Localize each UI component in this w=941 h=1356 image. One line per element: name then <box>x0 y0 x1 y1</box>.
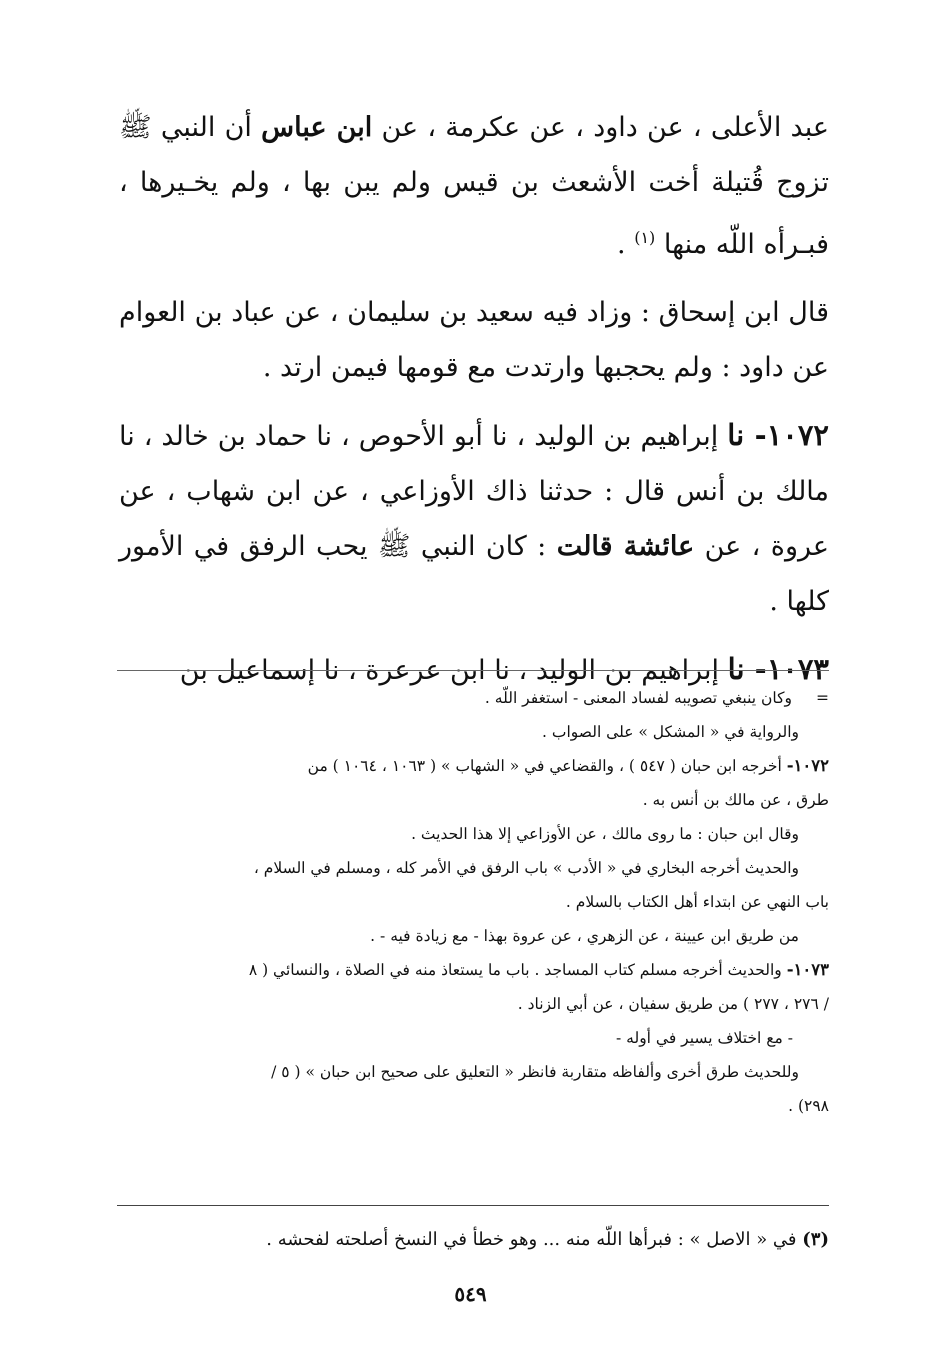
footnote-divider <box>117 1205 829 1206</box>
hadith-1072-text-1: إبراهيم بن الوليد ، نا أبو الأحوص ، نا حماد بن خالد ، نا مالك بن أنس قال : حدثنا ذاك الأوزاعي ، عن ابن شهاب ، عن عروة ، عن <box>119 421 829 562</box>
note-1072-line-3: وقال ابن حبان : ما روى مالك ، عن الأوزاعي إلا هذا الحديث . <box>411 825 799 843</box>
note-1072-line-6: من طريق ابن عيينة ، عن الزهري ، عن عروة بهذا - مع زيادة فيه - . <box>370 927 799 945</box>
continuation-marker: = <box>816 689 829 707</box>
p1-end: . <box>617 229 635 260</box>
hadith-1072 <box>119 408 829 629</box>
note-1073-line-1: والحديث أخرجه مسلم كتاب المساجد . باب ما يستعاذ منه في الصلاة ، والنسائي ( ٨ <box>248 961 787 979</box>
note-continuation-line <box>117 681 829 715</box>
narrator-name-bold: ابن عباس <box>261 112 373 143</box>
note-1072-line-1: أخرجه ابن حبان ( ٥٤٧ ) ، والقضاعي في « الشهاب » ( ١٠٦٣ ، ١٠٦٤ ) من <box>307 757 787 775</box>
note-1072 <box>117 749 829 783</box>
footnote-number: (٣) <box>802 1229 829 1250</box>
note-1072-line-2: طرق ، عن مالك بن أنس به . <box>642 791 829 809</box>
footnote <box>117 1222 829 1258</box>
paragraph-ibn-ishaq: قال ابن إسحاق : وزاد فيه سعيد بن سليمان ، عن عباد بن العوام عن داود : ولم يحجبها وارتدت مع قومها فيمن ارتد . <box>119 297 829 383</box>
page-number: ٥٤٩ <box>454 1282 487 1306</box>
hadith-1072-narrator-bold: عائشة قالت <box>556 531 695 562</box>
main-text <box>119 100 829 711</box>
note-1072-line-5: باب النهي عن ابتداء أهل الكتاب بالسلام . <box>565 893 829 911</box>
paragraph-continuation <box>119 100 829 272</box>
hadith-number-1072: ١٠٧٢- نا <box>727 418 829 452</box>
footnote-text: في « الاصل » : فبرأها اللّه منه ... وهو خطأ في النسخ أصلحته لفحشه . <box>266 1229 803 1250</box>
note-text: وكان ينبغي تصويبه لفساد المعنى - استغفر اللّه . <box>484 689 792 707</box>
p1-pre: عبد الأعلى ، عن داود ، عن عكرمة ، عن <box>372 112 829 143</box>
p1-post: أن النبي ﷺ تزوج قُتيلة أخت الأشعث بن قيس ولم يبن بها ، ولم يخـيرها ، فبـرأه اللّه منها <box>119 112 829 260</box>
hadith-number-1073: ١٠٧٣- نا <box>727 652 829 686</box>
footnote-reference: (١) <box>634 228 656 247</box>
note-1072-line-4: والحديث أخرجه البخاري في « الأدب » باب الرفق في الأمر كله ، ومسلم في السلام ، <box>253 859 799 877</box>
note-number-1072: ١٠٧٢- <box>786 756 829 775</box>
note-1073-line-4: وللحديث طرق أخرى وألفاظه متقاربة فانظر « التعليق على صحيح ابن حبان » ( ٥ / <box>271 1063 799 1081</box>
note-1073-line-2: / ٢٧٦ ، ٢٧٧ ) من طريق سفيان ، عن أبي الزناد . <box>517 995 829 1013</box>
hadith-1073-text: إبراهيم بن الوليد ، نا ابن عرعرة ، نا إسماعيل بن <box>179 655 728 686</box>
note-1073 <box>117 953 829 987</box>
note-1073-line-3: - مع اختلاف يسير في أوله - <box>616 1029 793 1047</box>
note-number-1073: ١٠٧٣- <box>786 960 829 979</box>
hadith-1072-text-2: : كان النبي ﷺ يحب الرفق في الأمور كلها . <box>119 531 829 617</box>
takhrij-notes <box>117 670 829 1123</box>
note-1073-line-5: ٢٩٨) . <box>788 1097 829 1115</box>
note-line: والرواية في « المشكل » على الصواب . <box>542 723 799 741</box>
